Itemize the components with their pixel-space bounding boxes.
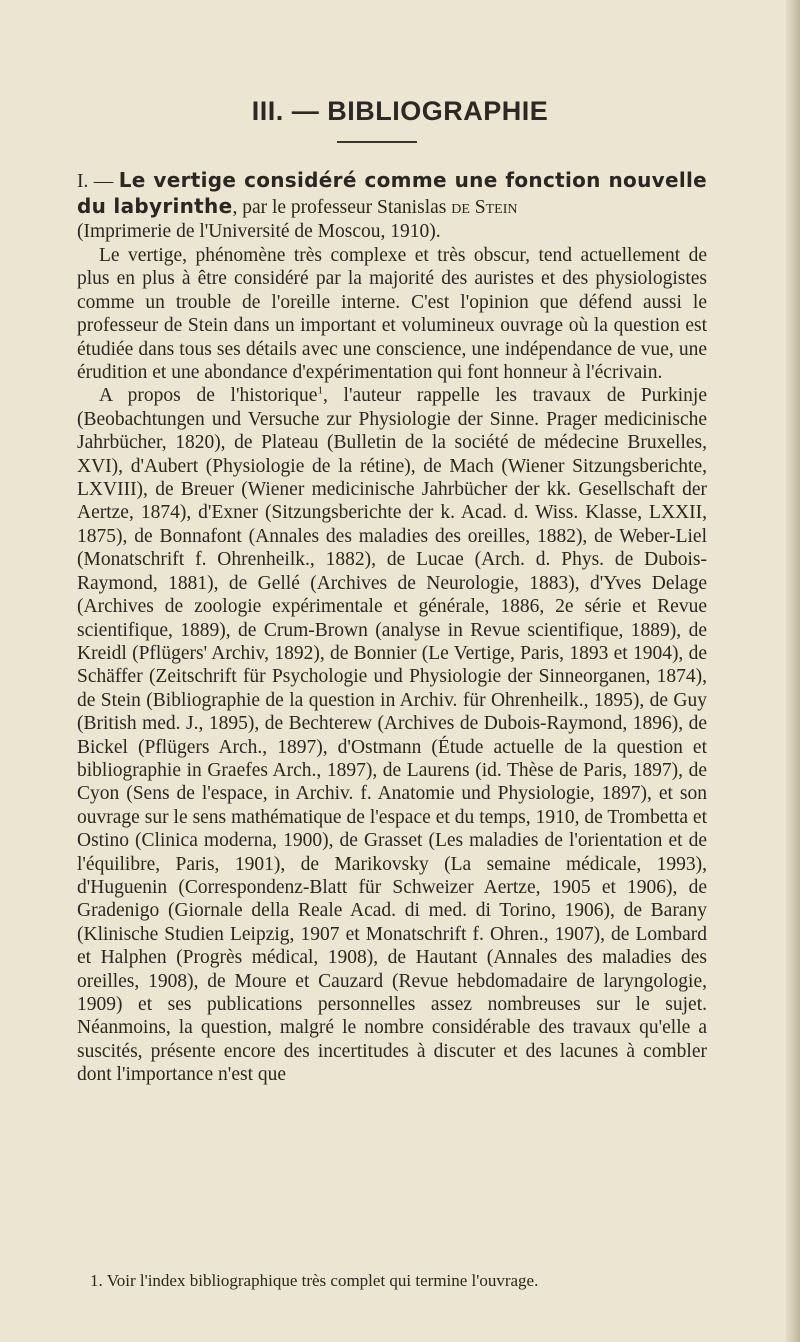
entry-title-line	[77, 168, 707, 220]
entry-author-name: de Stein	[451, 197, 518, 218]
footnote: 1. Voir l'index bibliographique très complet qui termine l'ouvrage.	[90, 1271, 539, 1290]
heading-rule	[337, 141, 417, 143]
entry-byline: , par le professeur Stanislas	[232, 197, 452, 218]
entry-number: I. —	[77, 171, 119, 192]
main-text	[77, 168, 707, 1087]
page-edge-shadow	[786, 0, 800, 1342]
entry-title: Le vertige considéré comme une fonction nouvelle du labyrinthe	[77, 168, 707, 218]
paragraph-1: Le vertige, phénomène très complexe et très obscur, tend actuellement de plus en plus à être considéré par la majorité des auristes et des physiologistes comme un trouble de l'oreille interne. C'est l'opinion que défend aussi le professeur de Stein dans un important et volumineux ouvrage où la question est étudiée dans tous ses détails avec une conscience, une indépendance de vue, une érudition et une abondance d'expérimentation qui font honneur à l'écrivain.	[77, 245, 707, 384]
section-heading: III. — BIBLIOGRAPHIE	[251, 96, 549, 126]
paragraph-2-rest: , l'auteur rappelle les travaux de Purkinje (Beobachtungen und Versuche zur Physiologie der Sinne. Prager medicinische Jahrbücher, 1820), de Plateau (Bulletin de la société de médecine Bruxelles, XVI), d'Aubert (Physiologie de la rétine), de Mach (Wiener Sitzungsberichte, LXVIII), de Breuer (Wiener medicinische Jahrbücher der kk. Gesellschaft der Aertze, 1874), d'Exner (Sitzungsberichte der k. Acad. d. Wiss. Klasse, LXXII, 1875), de Bonnafont (Annales des maladies des oreilles, 1882), de Weber-Liel (Monatschrift f. Ohrenheilk., 1882), de Lucae (Arch. d. Phys. de Dubois-Raymond, 1881), de Gellé (Archives de Neurologie, 1883), d'Yves Delage (Archives de zoologie expérimentale et générale, 1886, 2e série et Revue scientifique, 1889), de Crum-Brown (analyse in Revue scientifique, 1889), de Kreidl (Pflügers' Archiv, 1892), de Bonnier (Le Vertige, Paris, 1893 et 1904), de Schäffer (Zeitschrift für Psychologie und Physiologie der Sinneorganen, 1874), de Stein (Bibliographie de la question in Archiv. für Ohrenheilk., 1895), de Guy (British med. J., 1895), de Bechterew (Archives de Dubois-Raymond, 1896), de Bickel (Pflügers Arch., 1897), d'Ostmann (Étude actuelle de la question et bibliographie in Graefes Arch., 1897), de Laurens (id. Thèse de Paris, 1897), de Cyon (Sens de l'espace, in Archiv. f. Anatomie und Physiologie, 1897), et son ouvrage sur le sens mathématique de l'espace et du temps, 1910, de Trombetta et Ostino (Clinica moderna, 1900), de Grasset (Les maladies de l'orientation et de l'équilibre, Paris, 1901), de Marikovsky (La semaine médicale, 1993), d'Huguenin (Correspondenz-Blatt für Schweizer Aertze, 1905 et 1906), de Gradenigo (Giornale della Reale Acad. di med. di Torino, 1906), de Barany (Klinische Studien Leipzig, 1907 et Monatschrift f. Ohren., 1907), de Lombard et Halphen (Progrès médical, 1908), de Hautant (Annales des maladies des oreilles, 1908), de Moure et Cauzard (Revue hebdomadaire de laryngologie, 1909) et ses publications personnelles assez nombreuses sur le sujet. Néanmoins, la question, malgré le nombre considérable des travaux qu'elle a suscités, présente encore des incertitudes à discuter et des lacunes à combler dont l'importance n'est que	[77, 385, 707, 1086]
entry-publisher: (Imprimerie de l'Université de Moscou, 1910).	[77, 221, 441, 242]
paragraph-2	[77, 384, 707, 1086]
paragraph-2-start: A propos de l'historique	[99, 385, 318, 407]
footnote-ref: 1	[317, 384, 323, 397]
